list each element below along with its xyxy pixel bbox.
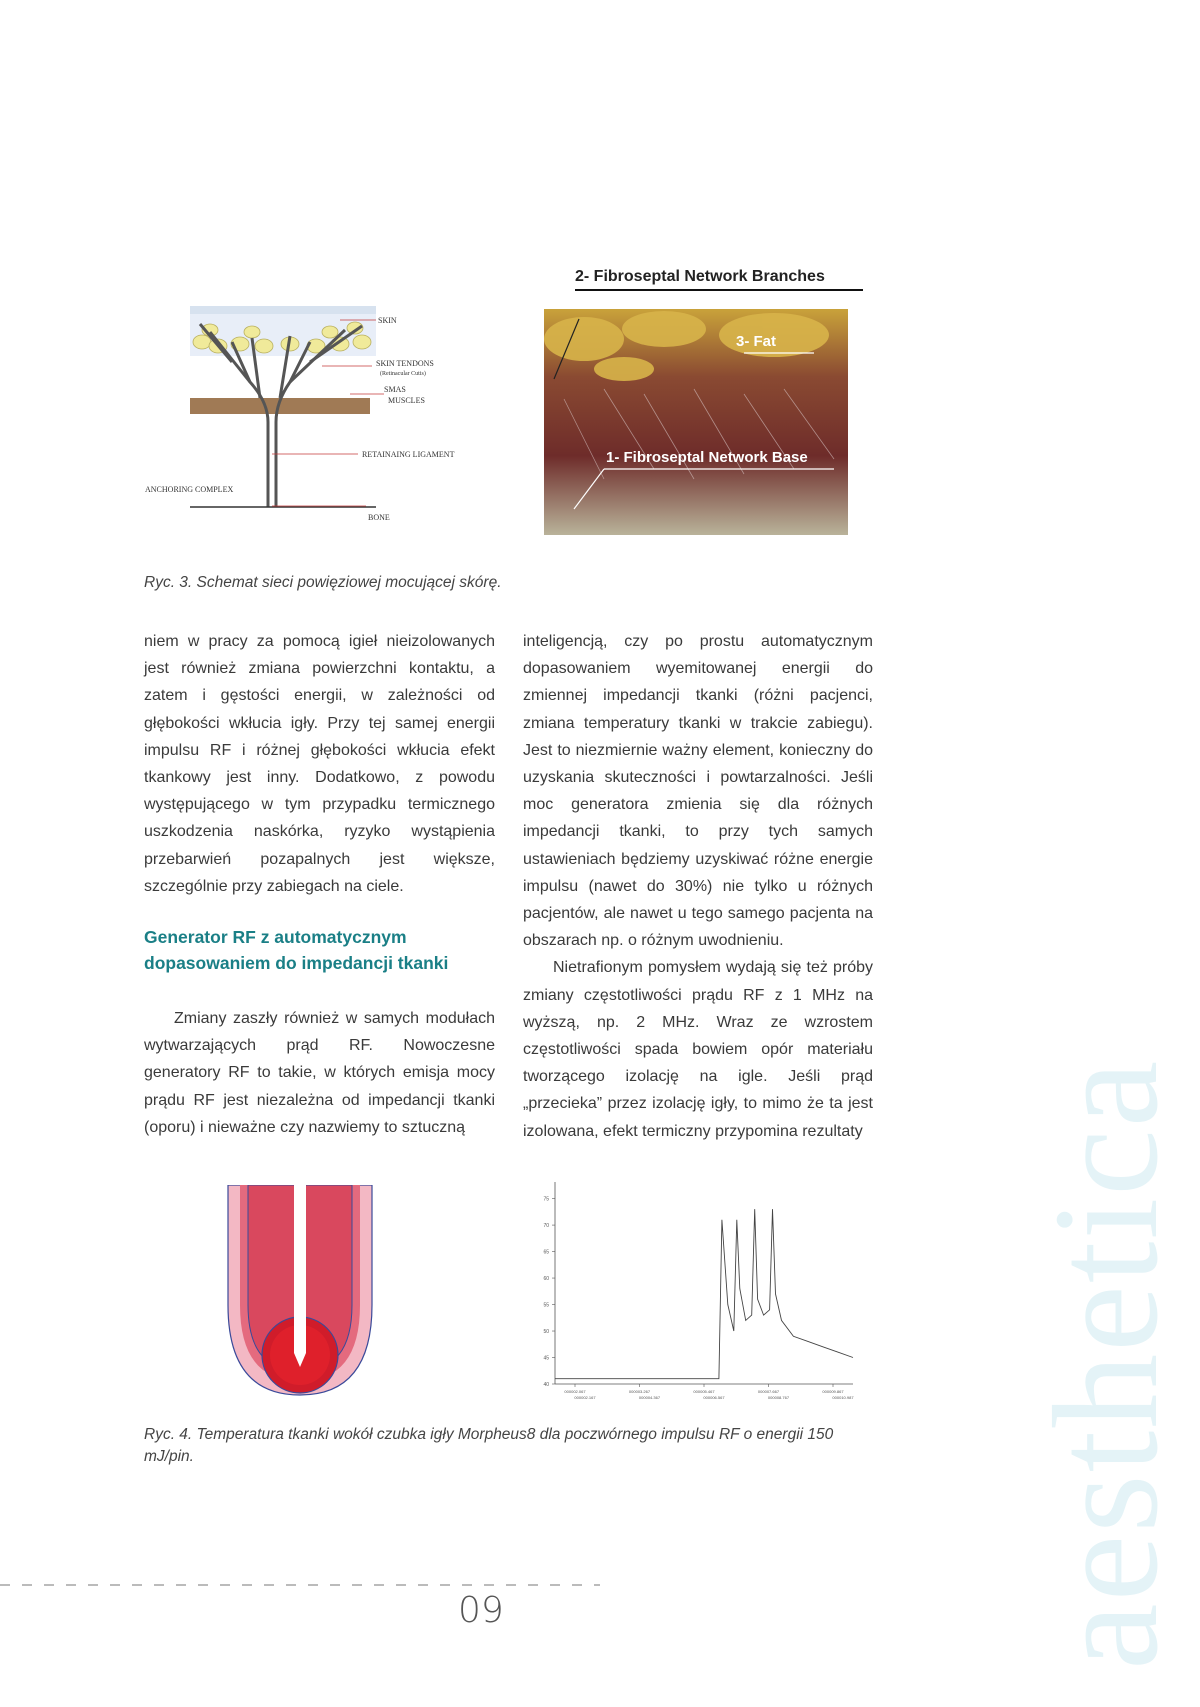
label-smas: SMAS [384, 385, 406, 394]
y-tick-label: 65 [543, 1249, 549, 1256]
figure3-caption [144, 574, 502, 592]
label-retinacular: (Retinacular Cutis) [380, 371, 426, 377]
x-tick-label: 000006.567 [703, 1395, 725, 1400]
side-title-watermark: aesthetica [1023, 1058, 1189, 1670]
right-column [523, 628, 873, 1145]
figure4-caption-text: Temperatura tkanki wokół czubka igły Morpheus8 dla poczwórnego impulsu RF o energii 150 mJ/pin. [144, 1426, 834, 1465]
x-tick-label: 000004.367 [638, 1395, 661, 1400]
x-tick-label: 000010.987 [832, 1395, 854, 1400]
figure3-photo-title: 2- Fibroseptal Network Branches [575, 268, 825, 285]
left-paragraph-1: niem w pracy za pomocą igieł nieizolowanych jest również zmiana powierzchni kontaktu, a zatem i gęstości energii, w zależności od głębokości wkłucia igły. Przy tej samej energii impulsu RF i różnej głębokości wkłucia efekt tkankowy jest inny. Dodatkowo, z powodu występującego w tym przypadku termicznego uszkodzenia naskórka, ryzyko wystąpienia przebarwień pozapalnych jest większe, szczególnie przy zabiegach na ciele. [144, 633, 495, 895]
page-number: 09 [458, 1590, 504, 1631]
label-anchoring-complex: ANCHORING COMPLEX [145, 485, 234, 494]
left-column-2 [144, 1005, 495, 1141]
fascia-diagram [140, 302, 520, 542]
left-column [144, 628, 495, 900]
section-heading: Generator RF z automatycznym dopasowaniem do impedancji tkanki [144, 927, 449, 973]
temperature-chart [535, 1178, 865, 1410]
figure3-caption-prefix: Ryc. 3. [144, 574, 193, 591]
x-tick-label: 000002.167 [574, 1395, 596, 1400]
x-tick-label: 000003.267 [628, 1389, 651, 1394]
x-tick-label: 000008.767 [767, 1395, 790, 1400]
footer-divider [0, 1584, 600, 1586]
label-retaining-ligament: RETAINAING LIGAMENT [362, 450, 455, 459]
x-tick-label: 000002.067 [564, 1389, 586, 1394]
label-muscles: MUSCLES [388, 396, 425, 405]
label-bone: BONE [368, 513, 390, 522]
label-skin-tendons: SKIN TENDONS [376, 359, 434, 368]
needle-heat-illustration [226, 1185, 374, 1397]
y-tick-label: 50 [543, 1329, 549, 1336]
y-tick-label: 70 [543, 1223, 549, 1230]
x-tick-label: 000009.867 [822, 1389, 844, 1394]
y-tick-label: 45 [543, 1355, 549, 1362]
y-tick-label: 60 [543, 1276, 549, 1283]
y-tick-label: 55 [543, 1302, 549, 1309]
left-paragraph-2: Zmiany zaszły również w samych modułach wytwarzających prąd RF. Nowoczesne generatory RF to takie, w których emisja mocy prądu RF jest niezależna od impedancji tkanki (oporu) i nieważne czy nazwiemy to sztuczną [144, 1010, 495, 1136]
y-tick-label: 40 [543, 1382, 549, 1388]
y-tick-label: 75 [543, 1196, 549, 1203]
fascia-photo [544, 309, 848, 535]
figure3-title-underline [575, 289, 863, 291]
right-paragraph-2: Nietrafionym pomysłem wydają się też próby zmiany częstotliwości prądu RF z 1 MHz na wyższą, np. 2 MHz. Wraz ze wzrostem częstotliwości spada bowiem opór materiału tworzącego izolację na igle. Jeśli prąd „przecieka” przez izolację igły, to mimo że ta jest izolowana, efekt termiczny przypomina rezultaty [523, 959, 873, 1140]
figure4-caption-prefix: Ryc. 4. [144, 1426, 193, 1443]
x-tick-label: 000007.667 [757, 1389, 780, 1394]
right-paragraph-1: inteligencją, czy po prostu automatycznym dopasowaniem wyemitowanej energii do zmiennej impedancji tkanki (różni pacjenci, zmiana temperatury tkanki w trakcie zabiegu). Jest to niezmiernie ważny element, konieczny do uzyskania skuteczności i powtarzalności. Jeśli moc generatora zmienia się dla różnych impedancji tkanki, to przy tych samych ustawieniach będziemy uzyskiwać różne energie impulsu (nawet do 30%) nie tylko u różnych pacjentów, ale nawet u tego samego pacjenta na obszarach np. o różnym uwodnieniu. [523, 633, 873, 950]
x-tick-label: 000005.467 [693, 1389, 715, 1394]
temperature-series-line [555, 1209, 853, 1379]
figure3-caption-text: Schemat sieci powięziowej mocującej skórę. [196, 574, 502, 591]
label-skin: SKIN [378, 316, 397, 325]
photo-label-base: 1- Fibroseptal Network Base [606, 449, 808, 466]
figure4-caption [144, 1424, 874, 1468]
photo-label-fat: 3- Fat [736, 333, 777, 350]
